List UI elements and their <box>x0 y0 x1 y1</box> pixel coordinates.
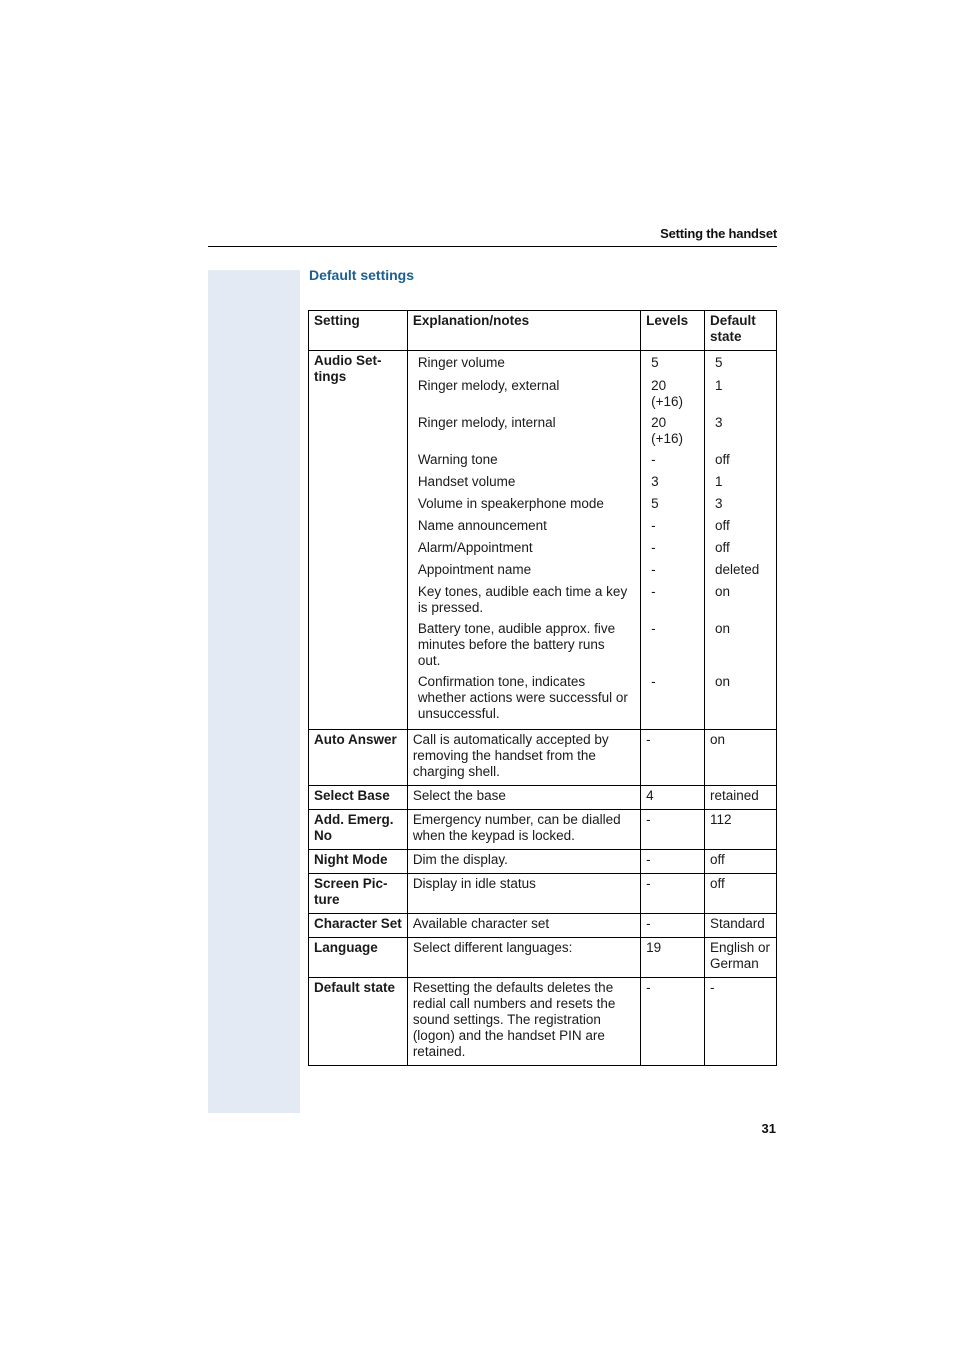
table-header-row <box>309 311 777 351</box>
audio-level: - <box>651 621 656 636</box>
explanation-cell: Emergency number, can be dialled when the keypad is locked. <box>407 810 640 850</box>
explanation-cell: Select different languages: <box>407 938 640 978</box>
audio-level: - <box>651 452 656 467</box>
audio-default: 3 <box>715 415 723 430</box>
audio-note: Confirmation tone, indicates whether actions were successful or unsuccessful. <box>417 674 628 721</box>
audio-level: 5 <box>651 496 659 511</box>
audio-note: Ringer volume <box>417 355 505 370</box>
explanation-cell: Call is automatically accepted by removing the handset from the charging shell. <box>407 730 640 786</box>
audio-default: off <box>715 452 730 467</box>
table-row <box>309 874 777 914</box>
table-row <box>309 850 777 874</box>
audio-notes-cell <box>407 351 640 730</box>
setting-cell: Add. Emerg. No <box>309 810 408 850</box>
header-levels: Levels <box>641 311 705 351</box>
header-divider <box>208 246 777 247</box>
audio-default: 1 <box>715 474 723 489</box>
audio-default: 5 <box>715 355 723 370</box>
setting-cell: Screen Pic- ture <box>309 874 408 914</box>
default-state-cell: retained <box>705 786 777 810</box>
audio-note: Name announcement <box>417 518 547 533</box>
audio-level: - <box>651 562 656 577</box>
explanation-cell: Dim the display. <box>407 850 640 874</box>
setting-cell: Night Mode <box>309 850 408 874</box>
audio-note: Battery tone, audible approx. five minutes before the battery runs out. <box>417 621 616 668</box>
table-row <box>309 730 777 786</box>
levels-cell: 4 <box>641 786 705 810</box>
audio-note: Handset volume <box>417 474 516 489</box>
table-row-audio-settings <box>309 351 777 730</box>
audio-note: Key tones, audible each time a key is pressed. <box>417 584 628 615</box>
section-title: Default settings <box>309 267 415 283</box>
setting-cell <box>309 351 408 730</box>
setting-label: Audio Set- tings <box>314 353 382 384</box>
table-row <box>309 938 777 978</box>
audio-default: off <box>715 540 730 555</box>
audio-note: Alarm/Appointment <box>417 540 533 555</box>
audio-level: - <box>651 584 656 599</box>
levels-cell: - <box>641 874 705 914</box>
audio-default: on <box>715 621 731 636</box>
default-state-cell: off <box>705 874 777 914</box>
levels-cell: - <box>641 730 705 786</box>
audio-level: 3 <box>651 474 659 489</box>
levels-cell: - <box>641 850 705 874</box>
audio-default: 1 <box>715 378 723 393</box>
default-settings-table <box>308 310 777 1066</box>
default-state-cell: 112 <box>705 810 777 850</box>
running-header: Setting the handset <box>660 226 777 241</box>
levels-cell: - <box>641 978 705 1066</box>
audio-level: 20 (+16) <box>651 415 683 446</box>
audio-levels-cell <box>641 351 705 730</box>
levels-cell: - <box>641 914 705 938</box>
audio-default: deleted <box>715 562 760 577</box>
setting-cell: Default state <box>309 978 408 1066</box>
audio-note: Ringer melody, external <box>417 378 560 393</box>
audio-defaults-cell <box>705 351 777 730</box>
setting-cell: Language <box>309 938 408 978</box>
audio-level: - <box>651 540 656 555</box>
explanation-cell: Select the base <box>407 786 640 810</box>
audio-level: - <box>651 518 656 533</box>
audio-note: Volume in speakerphone mode <box>417 496 604 511</box>
audio-note: Warning tone <box>417 452 498 467</box>
audio-level: 20 (+16) <box>651 378 683 409</box>
audio-level: 5 <box>651 355 659 370</box>
table-row <box>309 978 777 1066</box>
default-state-cell: on <box>705 730 777 786</box>
default-state-cell: - <box>705 978 777 1066</box>
explanation-cell: Available character set <box>407 914 640 938</box>
audio-default: on <box>715 584 731 599</box>
table-row <box>309 914 777 938</box>
header-explanation: Explanation/notes <box>407 311 640 351</box>
levels-cell: - <box>641 810 705 850</box>
setting-cell: Character Set <box>309 914 408 938</box>
default-state-cell: English or German <box>705 938 777 978</box>
setting-cell: Auto Answer <box>309 730 408 786</box>
default-state-cell: Standard <box>705 914 777 938</box>
audio-level: - <box>651 674 656 689</box>
table-row <box>309 786 777 810</box>
explanation-cell: Resetting the defaults deletes the redial call numbers and resets the sound settings. The registration (logon) and the handset PIN are retained. <box>407 978 640 1066</box>
audio-default: on <box>715 674 731 689</box>
audio-default: off <box>715 518 730 533</box>
levels-cell: 19 <box>641 938 705 978</box>
header-default-state: Default state <box>705 311 777 351</box>
default-state-cell: off <box>705 850 777 874</box>
margin-sidebar <box>208 270 300 1113</box>
audio-note: Appointment name <box>417 562 532 577</box>
audio-default: 3 <box>715 496 723 511</box>
table-row <box>309 810 777 850</box>
page-number: 31 <box>761 1121 776 1136</box>
setting-cell: Select Base <box>309 786 408 810</box>
header-setting: Setting <box>309 311 408 351</box>
audio-note: Ringer melody, internal <box>417 415 556 430</box>
explanation-cell: Display in idle status <box>407 874 640 914</box>
